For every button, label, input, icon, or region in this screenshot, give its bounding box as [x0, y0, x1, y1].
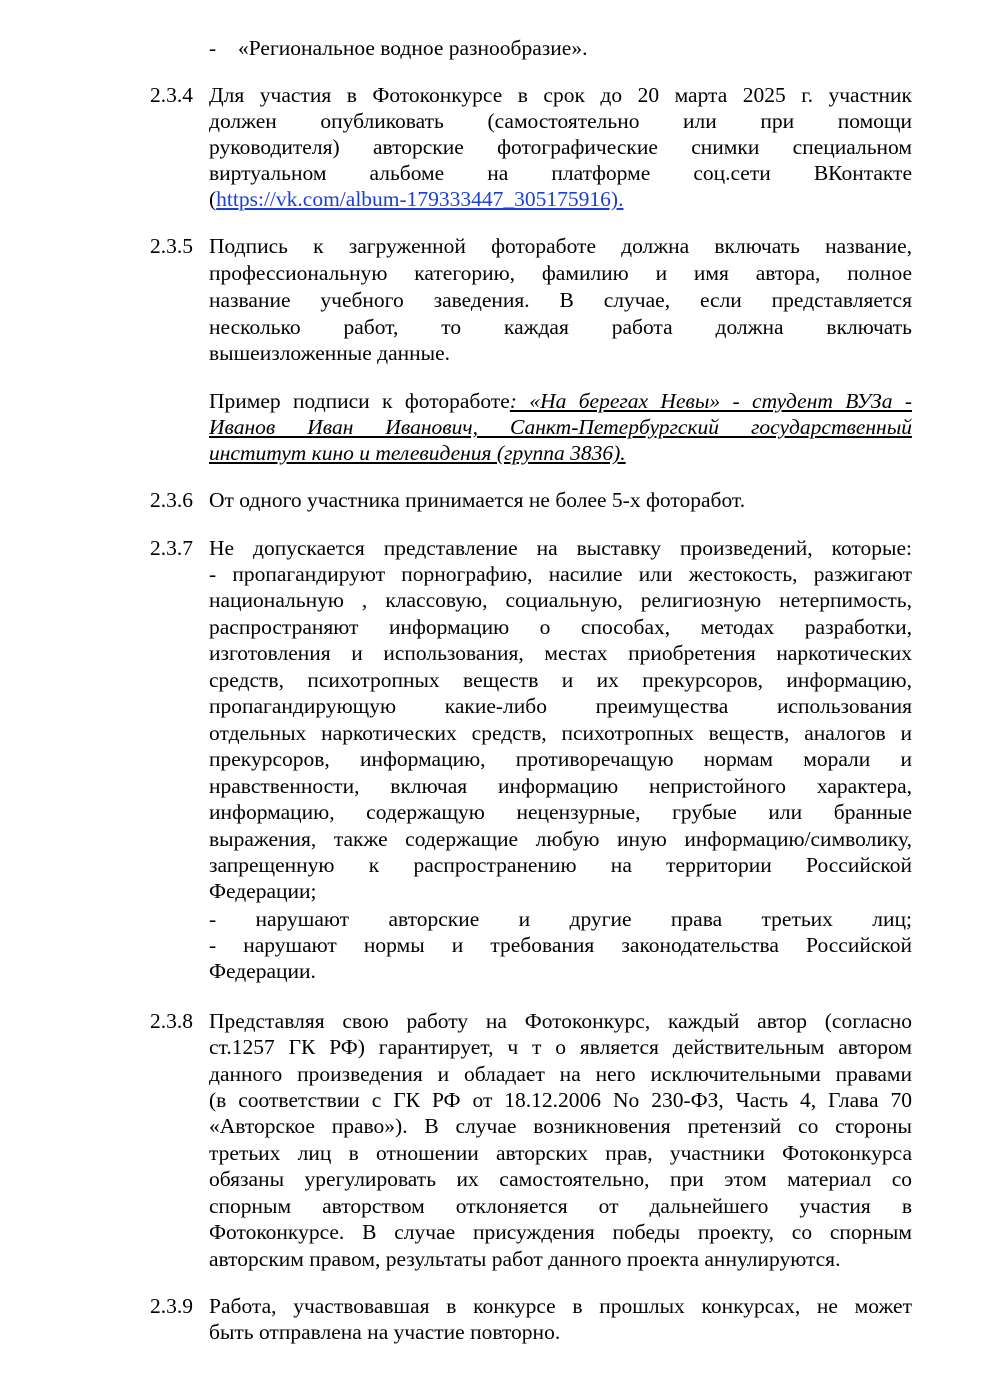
clause-2-3-8-line: (в соответствии с ГК РФ от 18.12.2006 No 230-ФЗ, Часть 4, Глава 70	[209, 1088, 912, 1112]
clause-2-3-4-line: руководителя) авторские фотографические снимки специальном	[209, 135, 912, 159]
clause-2-3-8-line: Фотоконкурсе. В случае присуждения победы проекту, со спорным	[209, 1220, 912, 1244]
clause-number-2-3-6: 2.3.6	[150, 488, 193, 512]
clause-number-2-3-7: 2.3.7	[150, 536, 193, 560]
clause-2-3-9-line: Работа, участвовавшая в конкурсе в прошлых конкурсах, не может	[209, 1294, 912, 1318]
bullet-line: «Региональное водное разнообразие».	[238, 36, 588, 60]
clause-2-3-7-line: изготовления и использования, местах приобретения наркотических	[209, 641, 912, 665]
clause-2-3-4-line: должен опубликовать (самостоятельно или при помощи	[209, 109, 912, 133]
clause-2-3-4-line: Для участия в Фотоконкурсе в срок до 20 марта 2025 г. участник	[209, 83, 912, 107]
clause-2-3-5-line: название учебного заведения. В случае, если представляется	[209, 288, 912, 312]
clause-number-2-3-9: 2.3.9	[150, 1294, 193, 1318]
clause-2-3-6-line: От одного участника принимается не более 5-х фоторабот.	[209, 488, 746, 512]
clause-2-3-8-line: ст.1257 ГК РФ) гарантирует, ч т о является действительным автором	[209, 1035, 912, 1059]
clause-2-3-8-line: данного произведения и обладает на него исключительными правами	[209, 1062, 912, 1086]
clause-2-3-5-line: несколько работ, то каждая работа должна включать	[209, 315, 912, 339]
clause-2-3-5-line: профессиональную категорию, фамилию и имя автора, полное	[209, 261, 912, 285]
clause-2-3-8-line: авторским правом, результаты работ данного проекта аннулируются.	[209, 1247, 841, 1271]
clause-2-3-7-line: прекурсоров, информацию, противоречащую нормам морали и	[209, 747, 912, 771]
clause-2-3-7-line: - нарушают нормы и требования законодательства Российской	[209, 933, 912, 957]
clause-2-3-7-line: выражения, также содержащие любую иную информацию/символику,	[209, 827, 912, 851]
clause-2-3-7-line: нравственности, включая информацию непристойного характера,	[209, 774, 912, 798]
clause-2-3-5-line: Подпись к загруженной фотоработе должна включать название,	[209, 234, 912, 258]
clause-2-3-8-line: спорным авторством отклоняется от дальнейшего участия в	[209, 1194, 912, 1218]
example-prefix: Пример подписи к фотоработе	[209, 389, 510, 413]
clause-2-3-7-line: пропагандирующую какие-либо преимущества использования	[209, 694, 912, 718]
clause-2-3-7-line: Не допускается представление на выставку произведений, которые:	[209, 536, 912, 560]
clause-2-3-7-line: запрещенную к распространению на территории Российской	[209, 853, 912, 877]
example-text: : «На берегах Невы» - студент ВУЗа -	[509, 389, 912, 413]
clause-2-3-8-line: Представляя свою работу на Фотоконкурс, каждый автор (согласно	[209, 1009, 912, 1033]
clause-2-3-7-line: Федерации;	[209, 879, 317, 903]
example-text: институт кино и телевидения (группа 3836).	[209, 441, 626, 465]
bullet-dash: -	[209, 36, 217, 60]
clause-2-3-7-line: средств, психотропных веществ и их прекурсоров, информацию,	[209, 668, 912, 692]
clause-2-3-7-line: - пропагандируют порнографию, насилие или жестокость, разжигают	[209, 562, 912, 586]
clause-2-3-4-line: виртуальном альбоме на платформе соц.сети ВКонтакте	[209, 161, 912, 185]
clause-number-2-3-4: 2.3.4	[150, 83, 193, 107]
clause-2-3-7-line: распространяют информацию о способах, методах разработки,	[209, 615, 912, 639]
vk-album-link[interactable]: https://vk.com/album-179333447_305175916).	[216, 187, 624, 211]
clause-2-3-4-link-line	[209, 186, 912, 212]
clause-2-3-7-line: отдельных наркотических средств, психотропных веществ, аналогов и	[209, 721, 912, 745]
example-caption-line	[209, 388, 912, 414]
clause-2-3-7-line: информацию, содержащую нецензурные, грубые или бранные	[209, 800, 912, 824]
example-caption-line: Иванов Иван Иванович, Санкт-Петербургский государственный	[209, 415, 912, 439]
clause-number-2-3-8: 2.3.8	[150, 1009, 193, 1033]
clause-number-2-3-5: 2.3.5	[150, 234, 193, 258]
example-caption-line	[209, 440, 912, 466]
clause-2-3-5-line: вышеизложенные данные.	[209, 341, 450, 365]
clause-2-3-7-line: - нарушают авторские и другие права третьих лиц;	[209, 907, 912, 931]
clause-2-3-7-line: Федерации.	[209, 959, 316, 983]
clause-2-3-8-line: «Авторское право»). В случае возникновения претензий со стороны	[209, 1114, 912, 1138]
clause-2-3-9-line: быть отправлена на участие повторно.	[209, 1320, 561, 1344]
clause-2-3-8-line: обязаны урегулировать их самостоятельно, при этом материал со	[209, 1167, 912, 1191]
link-open-paren: (	[209, 187, 217, 211]
clause-2-3-7-line: национальную , классовую, социальную, религиозную нетерпимость,	[209, 588, 912, 612]
clause-2-3-8-line: третьих лиц в отношении авторских прав, участники Фотоконкурса	[209, 1141, 912, 1165]
